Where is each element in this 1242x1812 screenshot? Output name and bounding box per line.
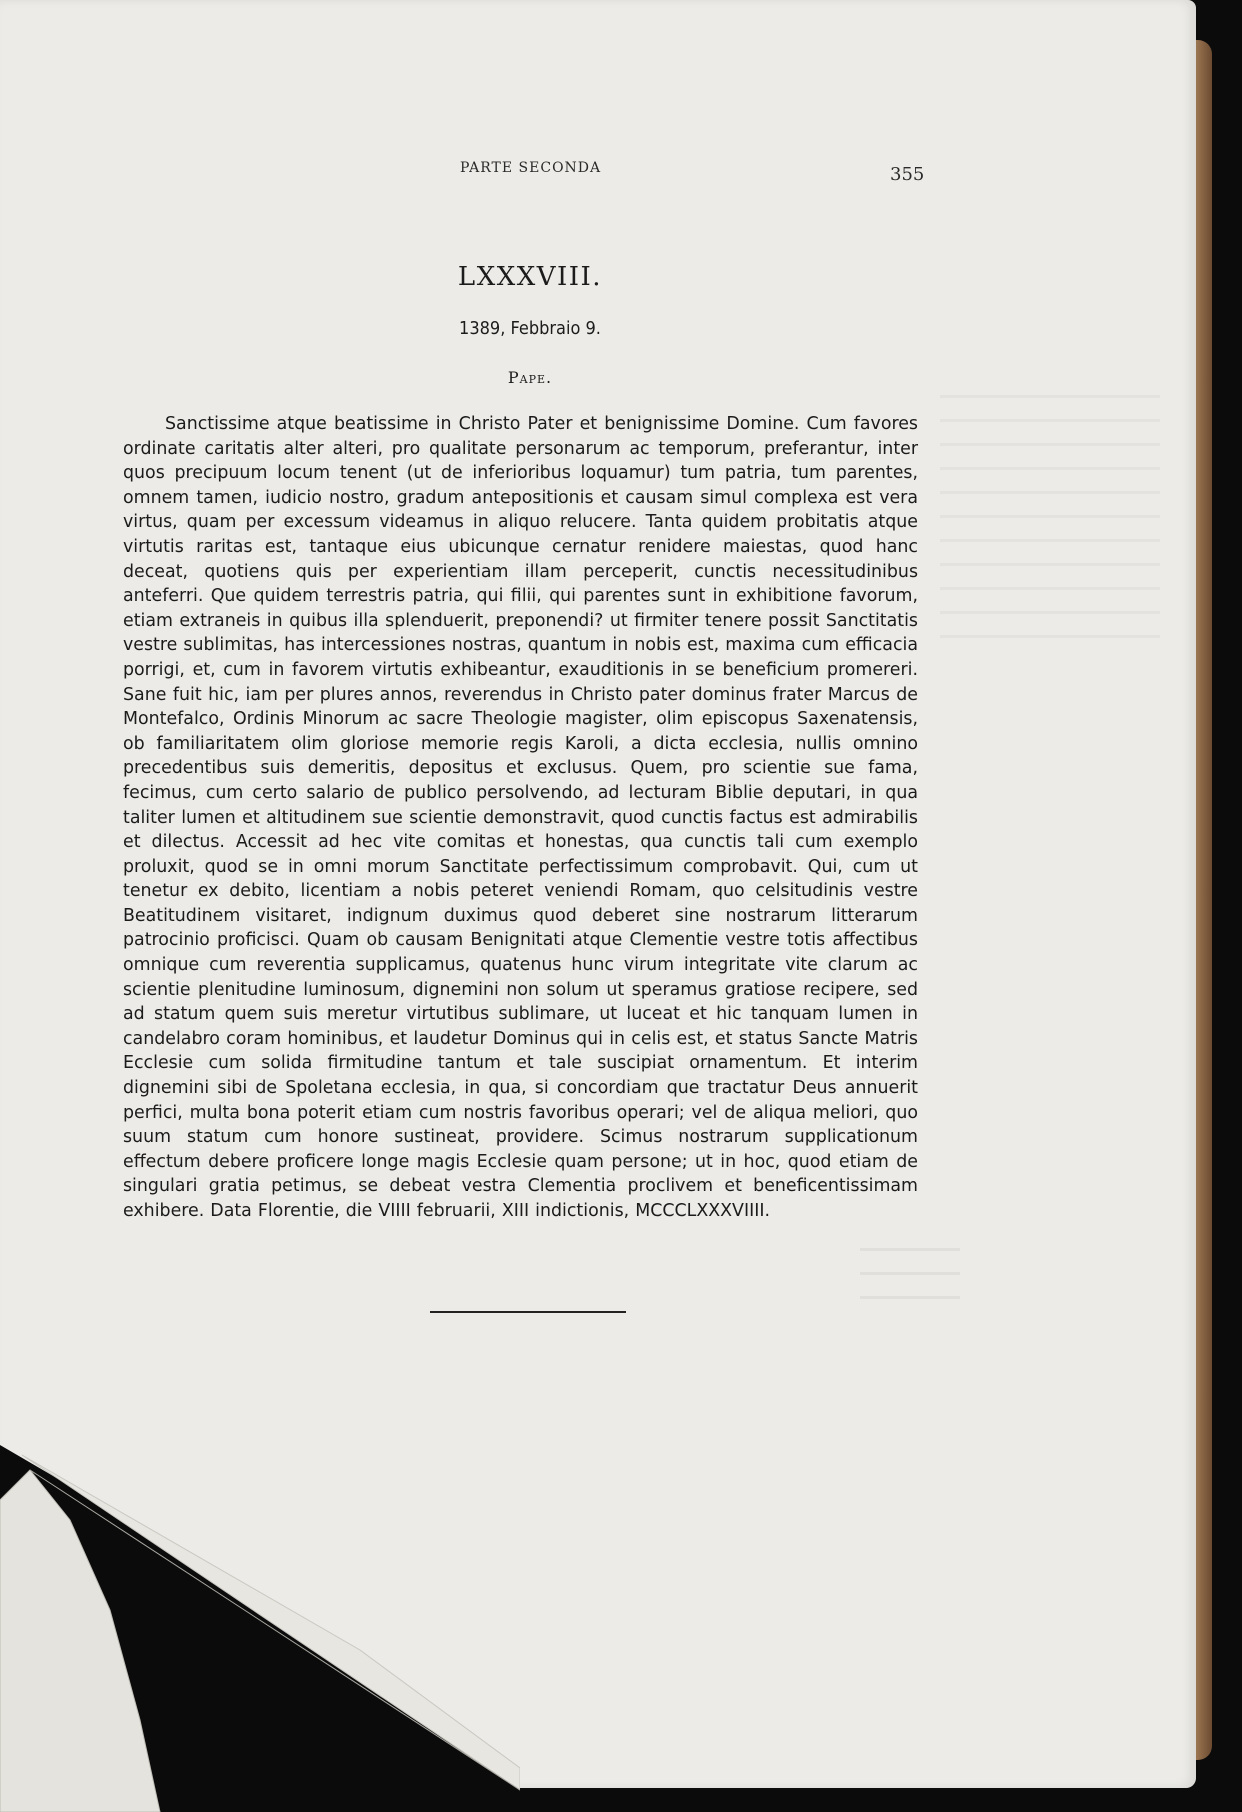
document-date: 1389, Febbraio 9. [459, 318, 601, 339]
folded-page-corner [0, 0, 520, 1812]
document-number: LXXXVIII. [457, 262, 603, 292]
page-number: 355 [890, 164, 925, 185]
document-addressee: Pape. [507, 368, 553, 387]
show-through-text [860, 1248, 960, 1308]
running-head: PARTE SECONDA [460, 160, 602, 176]
show-through-text [940, 395, 1160, 655]
document-body: Sanctissime atque beatissime in Christo Pater et benignissime Domine. Cum favores ordinate caritatis alter alteri, pro qualitate personarum ac temporum, preferantur, inter quos precipuum locum tenent (ut de inferioribus loquamur) tum patria, tum parentes, omnem tamen, iudicio nostro, gradum antepositionis et causam simul complexa est vera virtus, quam per excessum videamus in aliquo relucere. Tanta quidem probitatis atque virtutis raritas est, tantaque eius ubicunque cernatur renidere maiestas, quod hanc deceat, quotiens quis per experientiam illam perceperit, cunctis necessitudinibus anteferri. Que quidem terrestris patria, qui filii, qui parentes sunt in exhibitione favorum, etiam extraneis in quibus illa splenduerit, preponendi? ut firmiter tenere possit Sanctitatis vestre sublimitas, has intercessiones nostras, quantum in nobis est, maxima cum efficacia porrigi, et, cum in favorem virtutis exhibeantur, exauditionis in se beneficium promereri. Sane fuit hic, iam per plures annos, reverendus in Christo pater dominus frater Marcus de Montefalco, Ordinis Minorum ac sacre Theologie magister, olim episcopus Saxenatensis, ob familiaritatem olim gloriose memorie regis Karoli, a dicta ecclesia, nullis omnino precedentibus suis demeritis, depositus et exclusus. Quem, pro scientie sue fama, fecimus, cum certo salario de publico persolvendo, ad lecturam Biblie deputari, in qua taliter lumen et altitudinem sue scientie demonstravit, quod cunctis factus est admirabilis et dilectus. Accessit ad hec vite comitas et honestas, qua cunctis tali cum exemplo proluxit, quod se in omni morum Sanctitate perfectissimum comprobavit. Qui, cum ut tenetur ex debito, licentiam a nobis peteret veniendi Romam, quo celsitudinis vestre Beatitudinem visitaret, indignum duximus quod deberet sine nostrarum litterarum patrocinio proficisci. Quam ob causam Benignitati atque Clementie vestre totis affectibus omnique cum reverentia supplicamus, quatenus hunc virum integritate vite clarum ac scientie plenitudine luminosum, dignemini non solum ut speramus gratiose recipere, sed ad statum quem suis meretur virtutibus sublimare, ut luceat et hic tanquam lumen in candelabro coram hominibus, et laudetur Dominus qui in celis est, et status Sancte Matris Ecclesie cum solida firmitudine tantum et tale suscipiat ornamentum. Et interim dignemini sibi de Spoletana ecclesia, in qua, si concordiam que tractatur Deus annuerit perfici, multa bona poterit etiam cum nostris favoribus operari; vel de aliqua meliori, quo suum statum cum honore sustineat, providere. Scimus nostrarum supplicationum effectum debere proficere longe magis Ecclesie quam persone; ut in hoc, quod etiam de singulari gratia petimus, se debeat vestra Clementia proclivem et beneficentissimam exhibere. Data Florentie, die VIIII februarii, XIII indictionis, MCCCLXXXVIIII. [123, 414, 918, 1221]
